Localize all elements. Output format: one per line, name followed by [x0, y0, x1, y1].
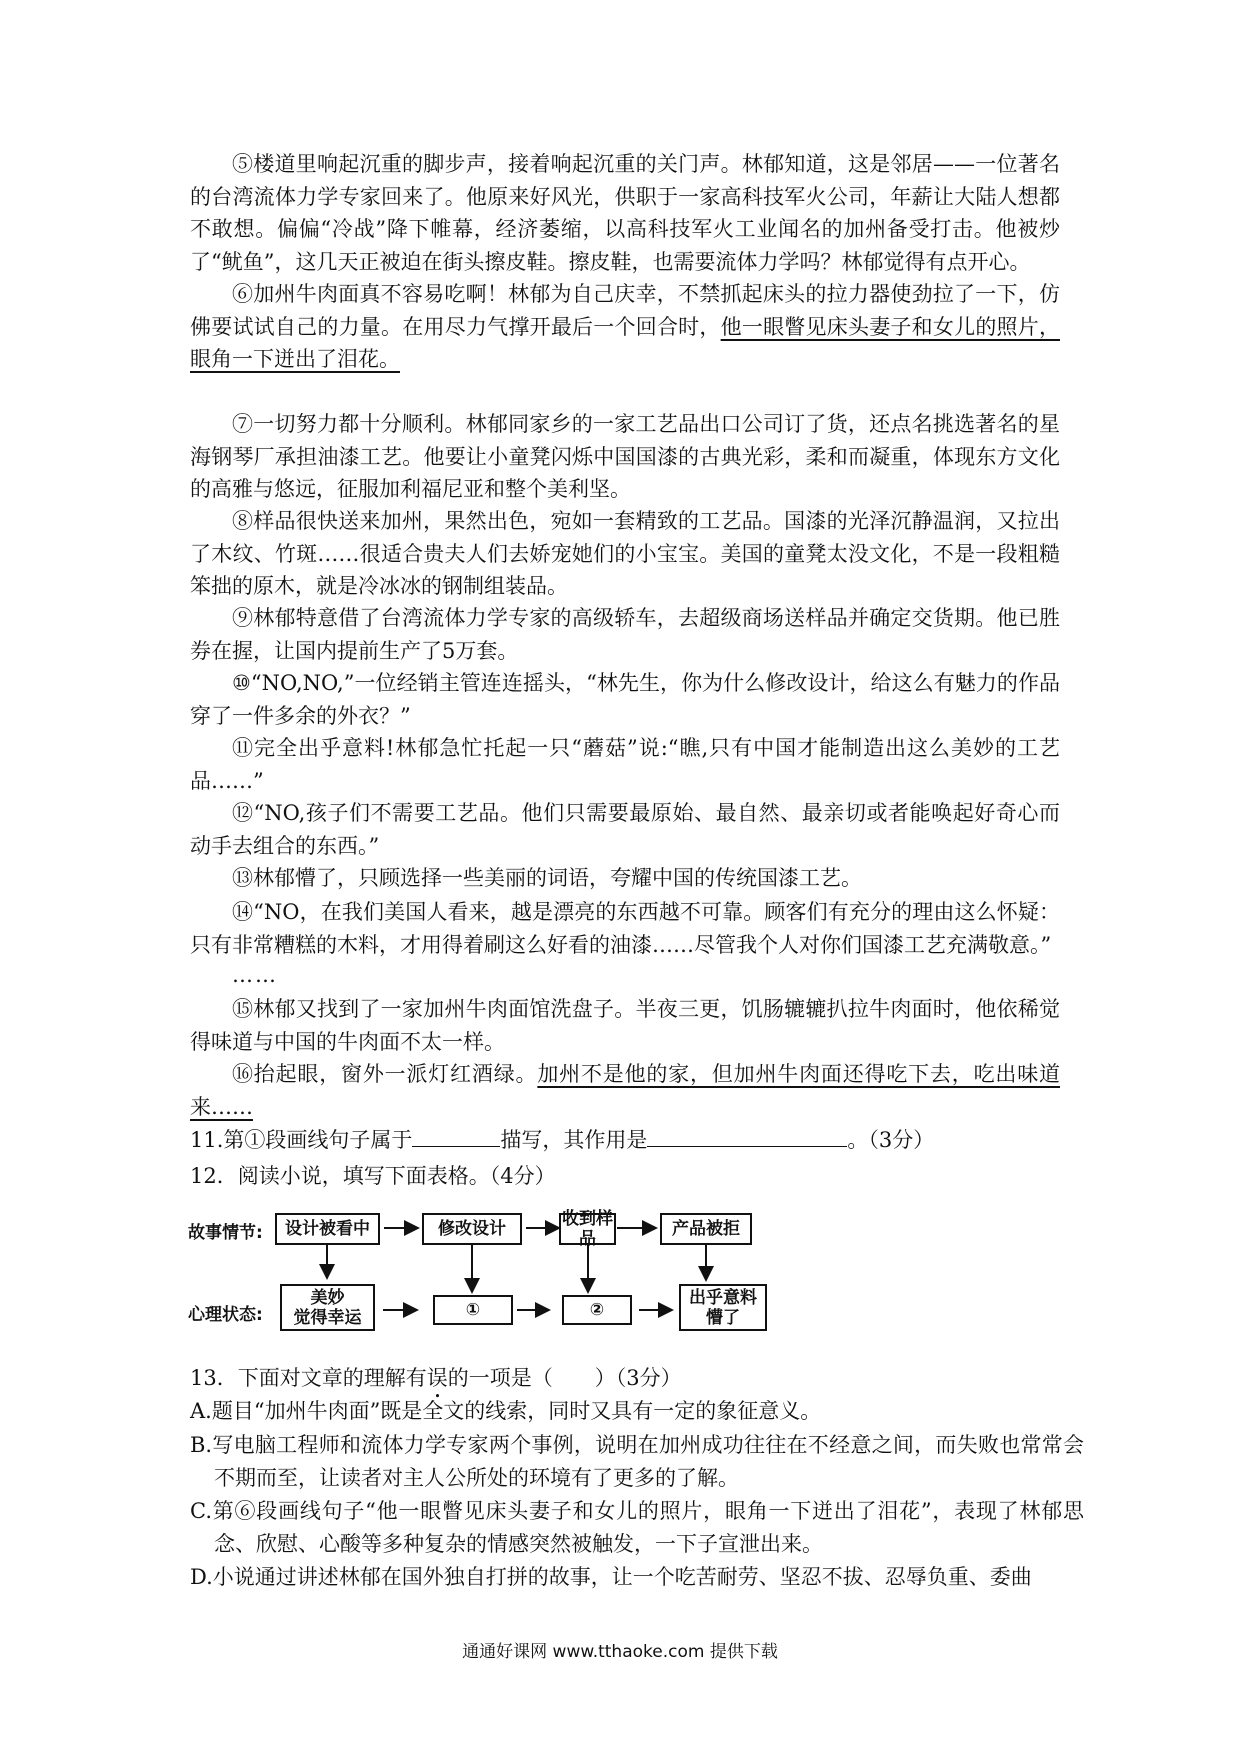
answer-blank-1[interactable]: [412, 1124, 500, 1147]
paragraph-6-underlined: 他一眼瞥见床头妻子和女儿的照片，眼角一下迸出了泪花。: [190, 314, 1060, 371]
paragraph-9: ⑨林郁特意借了台湾流体力学专家的高级轿车，去超级商场送样品并确定交货期。他已胜券在握，让国内提前生产了5万套。: [190, 606, 1060, 663]
plot-box-4: 产品被拒: [660, 1213, 752, 1245]
plot-mood-diagram: [185, 1200, 825, 1330]
question-13-text-b: 的一项是（ ）（3分）: [447, 1366, 682, 1390]
paragraph-8: ⑧样品很快送来加州，果然出色，宛如一套精致的工艺品。国漆的光泽沉静温润，又拉出了木纹、竹斑……很适合贵夫人们去娇宠她们的小宝宝。美国的童凳太没文化，不是一段粗糙笨拙的原木，就是冷冰冰的钢制组装品。: [190, 509, 1060, 598]
paragraph-7: ⑦一切努力都十分顺利。林郁同家乡的一家工艺品出口公司订了货，还点名挑选著名的星海钢琴厂承担油漆工艺。他要让小童凳闪烁中国国漆的古典光彩，柔和而凝重，体现东方文化的高雅与悠远，征服加利福尼亚和整个美利坚。: [190, 412, 1060, 501]
mood-box-2-label: ①: [465, 1300, 481, 1320]
paragraph-16-underlined: 加州不是他的家，但加州牛肉面还得吃下去，吃出味道来……: [190, 1062, 1061, 1119]
question-11: [190, 1124, 934, 1156]
paragraph-12: ⑫“NO,孩子们不需要工艺品。他们只需要最原始、最自然、最亲切或者能唤起好奇心而动手去组合的东西。”: [190, 801, 1060, 858]
question-13-text-a: 13．下面对文章的理解有: [190, 1366, 427, 1390]
mood-box-4-line1: 出乎意料: [689, 1287, 757, 1308]
paragraph-6-text: ⑥加州牛肉面真不容易吃啊！林郁为自己庆幸，不禁抓起床头的拉力器使劲拉了一下，仿佛要试试自己的力量。在用尽力气撑开最后一个回合时，: [190, 282, 1060, 339]
mood-box-1: [280, 1284, 375, 1331]
question-12: 12．阅读小说，填写下面表格。（4分）: [190, 1164, 556, 1188]
paragraph-16: [190, 1058, 1060, 1123]
mood-box-1-line1: 美妙: [310, 1287, 345, 1308]
mood-box-1-line2: 觉得幸运: [293, 1307, 362, 1328]
paragraph-10: ⑩“NO,NO,”一位经销主管连连摇头，“林先生，你为什么修改设计，给这么有魅力的作品穿了一件多余的外衣？”: [190, 671, 1060, 728]
paragraph-16-text: ⑯抬起眼，窗外一派灯红酒绿。: [232, 1062, 538, 1086]
option-d: D.小说通过讲述林郁在国外独自打拼的故事，让一个吃苦耐劳、坚忍不拔、忍辱负重、委曲: [190, 1565, 1032, 1589]
plot-box-2: 修改设计: [422, 1213, 522, 1245]
mood-row-label: 心理状态:: [188, 1305, 263, 1325]
mood-box-3-label: ②: [589, 1300, 605, 1320]
option-a: A.题目“加州牛肉面”既是全文的线索，同时又具有一定的象征意义。: [190, 1399, 822, 1423]
paragraph-15: ⑮林郁又找到了一家加州牛肉面馆洗盘子。半夜三更，饥肠辘辘扒拉牛肉面时，他依稀觉得味道与中国的牛肉面不太一样。: [190, 997, 1060, 1054]
answer-blank-2[interactable]: [647, 1124, 847, 1147]
mood-box-4: [679, 1284, 767, 1331]
option-b: B.写电脑工程师和流体力学专家两个事例，说明在加州成功往往在不经意之间，而失败也常常会不期而至，让读者对主人公所处的环境有了更多的了解。: [190, 1433, 1084, 1490]
paragraph-13: ⑬林郁懵了，只顾选择一些美丽的词语，夸耀中国的传统国漆工艺。: [232, 866, 862, 890]
question-13-emphasis: 误: [426, 1366, 448, 1390]
paragraph-11: ⑪完全出乎意料!林郁急忙托起一只“蘑菇”说:“瞧,只有中国才能制造出这么美妙的工艺品……”: [190, 736, 1060, 793]
omission-ellipsis: ……: [232, 963, 278, 987]
mood-box-2-blank[interactable]: [433, 1295, 513, 1325]
mood-box-3-blank[interactable]: [562, 1295, 632, 1325]
paragraph-6: [190, 278, 1060, 376]
paragraph-14: ⑭“NO，在我们美国人看来，越是漂亮的东西越不可靠。顾客们有充分的理由这么怀疑：只有非常糟糕的木料，才用得着刷这么好看的油漆……尽管我个人对你们国漆工艺充满敬意。”: [190, 900, 1060, 957]
question-11-text-b: 描写，其作用是: [500, 1128, 648, 1152]
option-c: C.第⑥段画线句子“他一眼瞥见床头妻子和女儿的照片，眼角一下迸出了泪花”，表现了林郁思念、欣慰、心酸等多种复杂的情感突然被触发，一下子宣泄出来。: [190, 1499, 1084, 1556]
mood-box-4-line2: 懵了: [706, 1307, 740, 1328]
plot-box-3: 收到样品: [559, 1213, 616, 1245]
plot-row-label: 故事情节:: [188, 1223, 263, 1243]
question-11-text-c: 。（3分）: [847, 1128, 935, 1152]
page-footer: 通通好课网 www.tthaoke.com 提供下载: [462, 1642, 778, 1662]
plot-box-1: 设计被看中: [275, 1213, 380, 1245]
paragraph-5: ⑤楼道里响起沉重的脚步声，接着响起沉重的关门声。林郁知道，这是邻居——一位著名的台湾流体力学专家回来了。他原来好风光，供职于一家高科技军火公司，年薪让大陆人想都不敢想。偏偏“冷战”降下帷幕，经济萎缩，以高科技军火工业闻名的加州备受打击。他被炒了“鱿鱼”，这几天正被迫在街头擦皮鞋。擦皮鞋，也需要流体力学吗？林郁觉得有点开心。: [190, 152, 1060, 274]
question-11-text-a: 11.第①段画线句子属于: [190, 1128, 413, 1152]
